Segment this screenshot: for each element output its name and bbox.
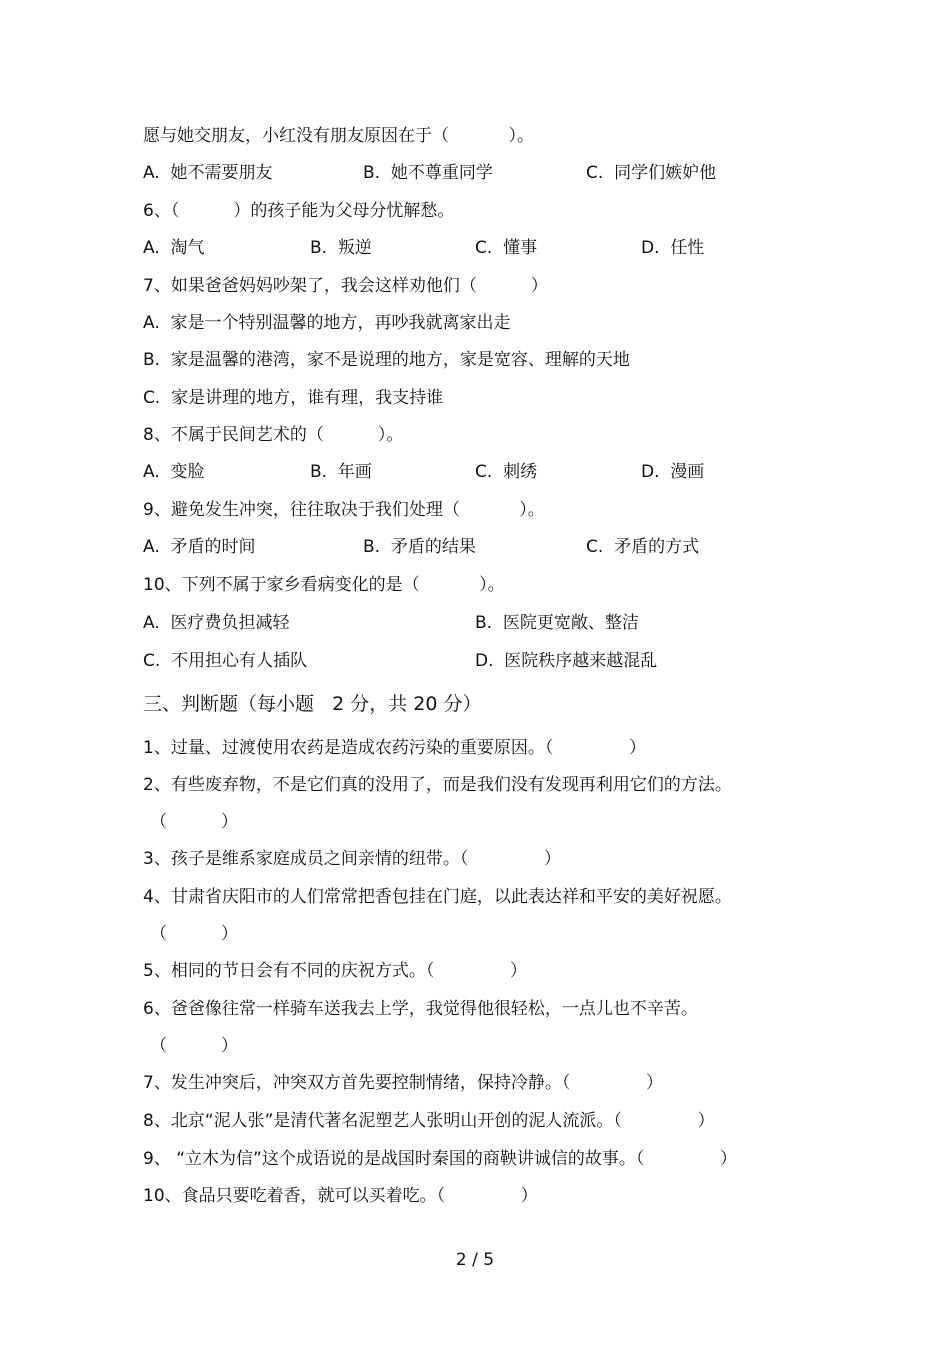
section-3-heading: 三、判断题（每小题 2 分，共 20 分）	[143, 693, 482, 715]
question-5-continuation: 愿与她交朋友，小红没有朋友原因在于（ ）。	[143, 126, 534, 146]
q5-option-b: B. 她不尊重同学	[363, 163, 493, 183]
q5-option-c: C. 同学们嫉妒他	[586, 163, 717, 183]
judgment-item-1: 1、过量、过渡使用农药是造成农药污染的重要原因。（ ）	[143, 738, 646, 758]
q10-option-a: A. 医疗费负担减轻	[143, 613, 290, 633]
q6-option-c: C. 懂事	[475, 238, 538, 258]
q8-option-b: B. 年画	[310, 462, 372, 482]
judgment-item-6: 6、爸爸像往常一样骑车送我去上学，我觉得他很轻松，一点儿也不辛苦。	[143, 999, 698, 1019]
page-number: 2 / 5	[455, 1250, 495, 1270]
judgment-item-6-blank: （ ）	[150, 1036, 239, 1056]
question-7: 7、如果爸爸妈妈吵架了，我会这样劝他们（ ）	[143, 276, 548, 296]
q6-option-a: A. 淘气	[143, 238, 205, 258]
judgment-item-5: 5、相同的节日会有不同的庆祝方式。（ ）	[143, 961, 527, 981]
q9-option-c: C. 矛盾的方式	[586, 537, 700, 557]
judgment-item-4-blank: （ ）	[150, 924, 239, 944]
q5-option-a: A. 她不需要朋友	[143, 163, 273, 183]
judgment-item-3: 3、孩子是维系家庭成员之间亲情的纽带。（ ）	[143, 849, 561, 869]
q6-option-d: D. 任性	[641, 238, 705, 258]
question-10: 10、下列不属于家乡看病变化的是（ ）。	[143, 575, 505, 595]
q7-option-b: B. 家是温馨的港湾，家不是说理的地方，家是宽容、理解的天地	[143, 350, 630, 370]
question-8: 8、不属于民间艺术的（ ）。	[143, 425, 404, 445]
q10-option-c: C. 不用担心有人插队	[143, 651, 308, 671]
judgment-item-2: 2、有些废弃物，不是它们真的没用了，而是我们没有发现再利用它们的方法。	[143, 775, 732, 795]
q7-option-a: A. 家是一个特别温馨的地方，再吵我就离家出走	[143, 313, 511, 333]
judgment-item-10: 10、食品只要吃着香，就可以买着吃。（ ）	[143, 1186, 538, 1206]
q8-option-d: D. 漫画	[641, 462, 705, 482]
judgment-item-7: 7、发生冲突后，冲突双方首先要控制情绪，保持冷静。（ ）	[143, 1073, 663, 1093]
q10-option-d: D. 医院秩序越来越混乱	[475, 651, 658, 671]
q8-option-a: A. 变脸	[143, 462, 205, 482]
judgment-item-9: 9、 “立木为信”这个成语说的是战国时秦国的商鞅讲诚信的故事。（ ）	[143, 1149, 737, 1169]
question-6: 6、（ ）的孩子能为父母分忧解愁。	[143, 201, 455, 221]
judgment-item-2-blank: （ ）	[150, 812, 239, 832]
q9-option-a: A. 矛盾的时间	[143, 537, 256, 557]
judgment-item-4: 4、甘肃省庆阳市的人们常常把香包挂在门庭，以此表达祥和平安的美好祝愿。	[143, 887, 732, 907]
question-9: 9、避免发生冲突，往往取决于我们处理（ ）。	[143, 500, 545, 520]
q9-option-b: B. 矛盾的结果	[363, 537, 476, 557]
q6-option-b: B. 叛逆	[310, 238, 372, 258]
q10-option-b: B. 医院更宽敞、整洁	[475, 613, 639, 633]
q8-option-c: C. 刺绣	[475, 462, 538, 482]
q7-option-c: C. 家是讲理的地方，谁有理，我支持谁	[143, 388, 444, 408]
judgment-item-8: 8、北京“泥人张”是清代著名泥塑艺人张明山开创的泥人流派。（ ）	[143, 1111, 715, 1131]
